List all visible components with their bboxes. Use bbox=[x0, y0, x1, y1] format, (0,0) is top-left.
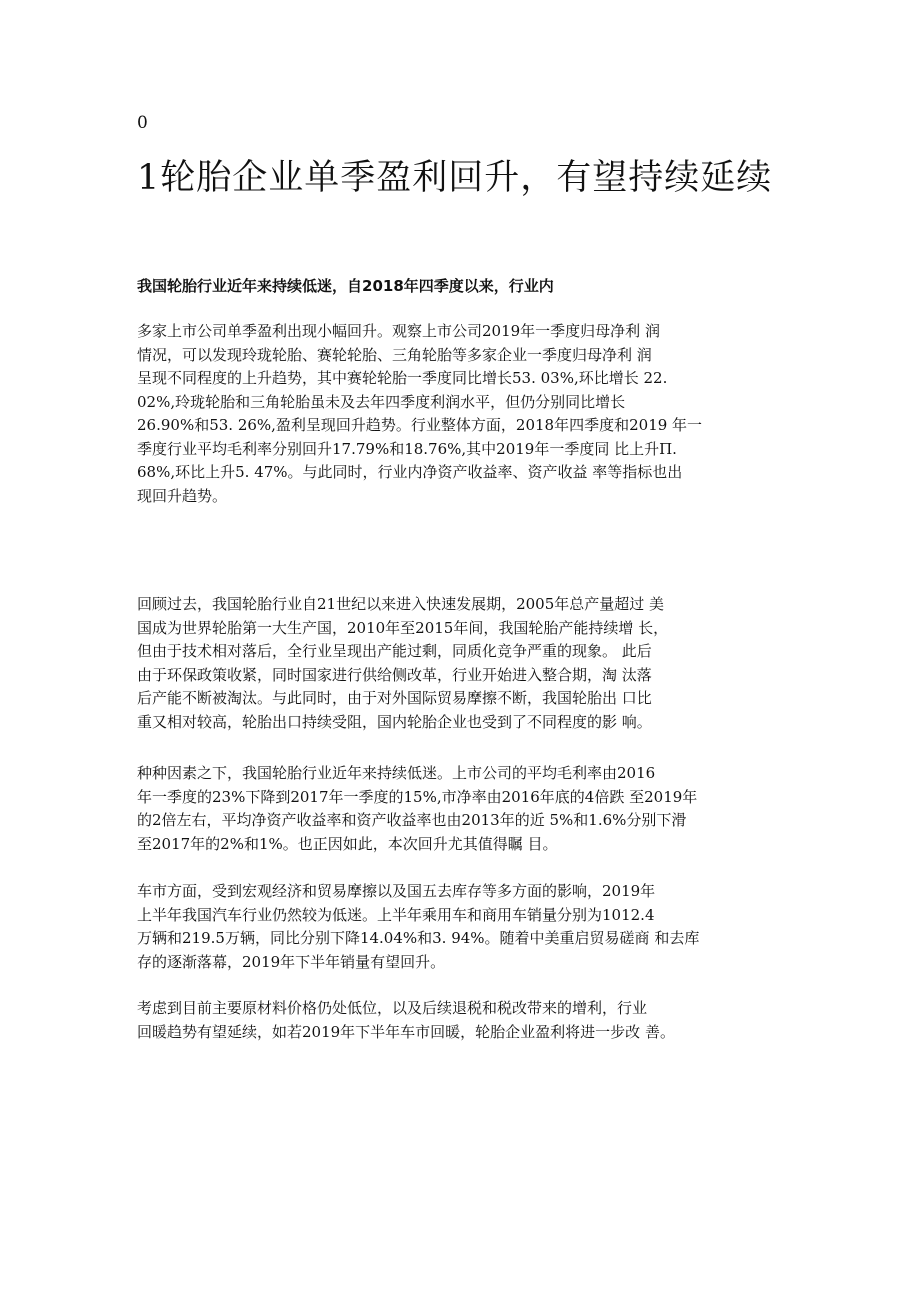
text-line: 万辆和219.5万辆，同比分别下降14.04%和3. 94%。随着中美重启贸易磋商 和去库 bbox=[137, 929, 700, 947]
text-line: 情况，可以发现玲珑轮胎、赛轮轮胎、三角轮胎等多家企业一季度归母净利 润 bbox=[137, 345, 652, 364]
paragraph-downturn bbox=[137, 762, 802, 856]
text-line: 重又相对较高，轮胎出口持续受阻，国内轮胎企业也受到了不同程度的影 响。 bbox=[137, 712, 652, 731]
text-line: 至2017年的2%和1%。也正因如此，本次回升尤其值得瞩 目。 bbox=[137, 834, 558, 853]
paragraph-outlook bbox=[137, 997, 802, 1044]
text-line: 由于环保政策收紧，同时国家进行供给侧改革，行业开始进入整合期，淘 汰落 bbox=[137, 665, 652, 684]
section-title: 1轮胎企业单季盈利回升，有望持续延续 bbox=[137, 158, 773, 198]
lead-sentence: 我国轮胎行业近年来持续低迷，自2018年四季度以来，行业内 bbox=[137, 277, 554, 295]
text-line: 国成为世界轮胎第一大生产国，2010年至2015年间，我国轮胎产能持续增 长， bbox=[137, 618, 669, 637]
text-line: 年一季度的23%下降到2017年一季度的15%,市净率由2016年底的4倍跌 至2019年 bbox=[137, 787, 698, 806]
paragraph-history bbox=[137, 593, 802, 734]
text-line: 呈现不同程度的上升趋势，其中赛轮轮胎一季度同比增长53. 03%,环比增长 22. bbox=[137, 369, 668, 387]
text-line: 上半年我国汽车行业仍然较为低迷。上半年乘用车和商用车销量分别为1012.4 bbox=[137, 905, 655, 924]
text-line: 回顾过去，我国轮胎行业自21世纪以来进入快速发展期，2005年总产量超过 美 bbox=[137, 595, 665, 613]
text-line: 26.90%和53. 26%,盈利呈现回升趋势。行业整体方面，2018年四季度和2019 年一 bbox=[137, 416, 703, 434]
text-line: 车市方面，受到宏观经济和贸易摩擦以及国五去库存等多方面的影响，2019年 bbox=[137, 882, 656, 900]
text-line: 后产能不断被淘汰。与此同时，由于对外国际贸易摩擦不断，我国轮胎出 口比 bbox=[137, 689, 652, 707]
text-line: 多家上市公司单季盈利出现小幅回升。观察上市公司2019年一季度归母净利 润 bbox=[137, 322, 660, 340]
text-line: 季度行业平均毛利率分别回升17.79%和18.76%,其中2019年一季度同 比上升Π. bbox=[137, 439, 677, 458]
paragraph-profit-rebound bbox=[137, 320, 802, 508]
page-marker: 0 bbox=[137, 113, 148, 133]
text-line: 回暖趋势有望延续，如若2019年下半年车市回暖，轮胎企业盈利将进一步改 善。 bbox=[137, 1022, 675, 1041]
text-line: 存的逐渐落幕，2019年下半年销量有望回升。 bbox=[137, 952, 446, 971]
text-line: 68%,环比上升5. 47%。与此同时，行业内净资产收益率、资产收益 率等指标也出 bbox=[137, 463, 683, 481]
text-line: 但由于技术相对落后，全行业呈现出产能过剩，同质化竞争严重的现象。 此后 bbox=[137, 642, 652, 660]
text-line: 现回升趋势。 bbox=[137, 486, 228, 505]
text-line: 02%,玲珑轮胎和三角轮胎虽未及去年四季度利润水平，但仍分别同比增长 bbox=[137, 392, 626, 411]
text-line: 种种因素之下，我国轮胎行业近年来持续低迷。上市公司的平均毛利率由2016 bbox=[137, 764, 656, 782]
text-line: 考虑到目前主要原材料价格仍处低位，以及后续退税和税改带来的增利，行业 bbox=[137, 999, 648, 1017]
paragraph-auto-market bbox=[137, 880, 802, 974]
text-line: 的2倍左右，平均净资产收益率和资产收益率也由2013年的近 5%和1.6%分别下滑 bbox=[137, 811, 687, 829]
